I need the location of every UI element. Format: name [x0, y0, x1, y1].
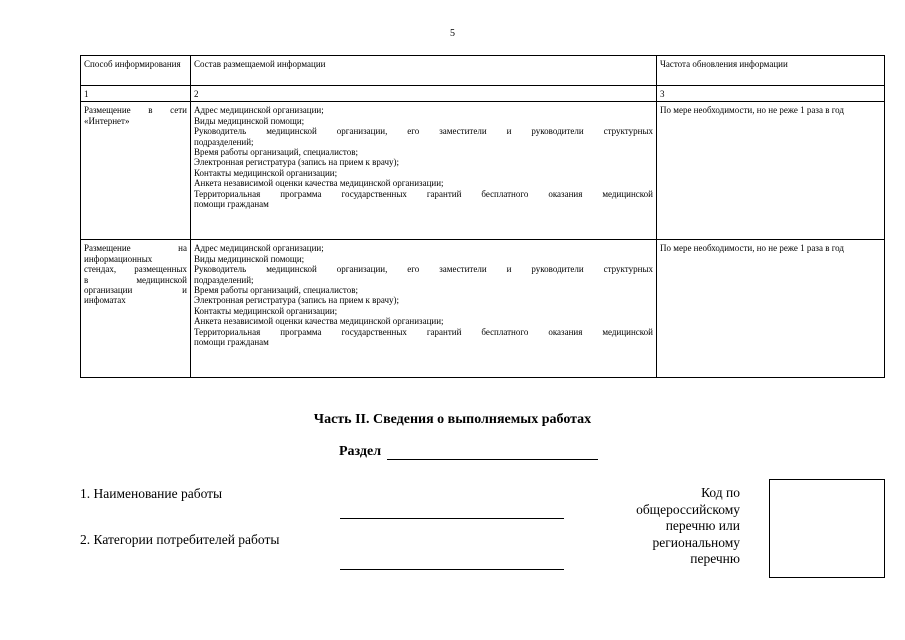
content-line: Руководитель медицинской организации, его заместители и руководители структурных — [194, 264, 653, 275]
content-line: помощи гражданам — [194, 337, 269, 348]
section-name-blank — [387, 459, 598, 460]
content-line: Анкета независимой оценки качества медицинской организации; — [194, 316, 444, 327]
code-label-line: перечню или — [665, 518, 740, 533]
code-label-line: общероссийскому — [636, 501, 740, 517]
table-number-row — [81, 86, 885, 102]
content-line: Контакты медицинской организации; — [194, 167, 338, 178]
content-line: Адрес медицинской организации; — [194, 105, 324, 116]
method-line: Размещение в сети — [84, 105, 187, 116]
content-line: Анкета независимой оценки качества медицинской организации; — [194, 178, 444, 189]
code-label-line: региональному — [652, 534, 740, 550]
method-line: Размещение на — [84, 243, 187, 254]
method-line: организации и — [84, 285, 187, 296]
content-line: подразделений; — [194, 136, 254, 147]
column-number-2: 2 — [191, 86, 657, 102]
part-title: Часть II. Сведения о выполняемых работах — [313, 412, 592, 427]
content-line: Электронная регистратура (запись на прием к врачу); — [194, 295, 400, 306]
header-method: Способ информирования — [81, 56, 191, 86]
code-label-line: перечню — [690, 551, 740, 566]
code-label — [600, 485, 740, 568]
method-line: стендах, размещенных — [84, 264, 187, 275]
section-label: Раздел — [339, 444, 382, 459]
content-line: Электронная регистратура (запись на прием к врачу); — [194, 157, 400, 168]
work-name-blank — [340, 518, 564, 519]
header-frequency: Частота обновления информации — [657, 56, 885, 86]
content-line: Виды медицинской помощи; — [194, 115, 305, 126]
frequency-cell: По мере необходимости, но не реже 1 раза в год — [657, 102, 885, 240]
method-cell — [81, 240, 191, 378]
content-line: Руководитель медицинской организации, его заместители и руководители структурных — [194, 126, 653, 137]
information-table — [80, 55, 885, 378]
method-cell — [81, 102, 191, 240]
content-cell — [191, 240, 657, 378]
content-line: Контакты медицинской организации; — [194, 305, 338, 316]
content-line: Виды медицинской помощи; — [194, 253, 305, 264]
table-header-row — [81, 56, 885, 86]
method-line: «Интернет» — [84, 115, 130, 126]
work-name-label: 1. Наименование работы — [80, 486, 223, 501]
header-content: Состав размещаемой информации — [191, 56, 657, 86]
content-cell — [191, 102, 657, 240]
method-line: инфоматах — [84, 295, 126, 306]
method-line: в медицинской — [84, 274, 187, 285]
frequency-cell: По мере необходимости, но не реже 1 раза в год — [657, 240, 885, 378]
column-number-1: 1 — [81, 86, 191, 102]
code-label-line: Код по — [701, 485, 740, 500]
content-line: Адрес медицинской организации; — [194, 243, 324, 254]
content-line: Время работы организаций, специалистов; — [194, 285, 358, 296]
page-number: 5 — [450, 28, 455, 39]
content-line: Время работы организаций, специалистов; — [194, 147, 358, 158]
consumer-categories-label: 2. Категории потребителей работы — [80, 532, 280, 547]
column-number-3: 3 — [657, 86, 885, 102]
table-row — [81, 240, 885, 378]
code-box — [769, 479, 885, 578]
method-line: информационных — [84, 253, 153, 264]
table-row — [81, 102, 885, 240]
consumer-categories-blank — [340, 569, 564, 570]
content-line: Территориальная программа государственных гарантий бесплатного оказания медицинской — [194, 326, 653, 337]
content-line: помощи гражданам — [194, 199, 269, 210]
content-line: Территориальная программа государственных гарантий бесплатного оказания медицинской — [194, 188, 653, 199]
content-line: подразделений; — [194, 274, 254, 285]
